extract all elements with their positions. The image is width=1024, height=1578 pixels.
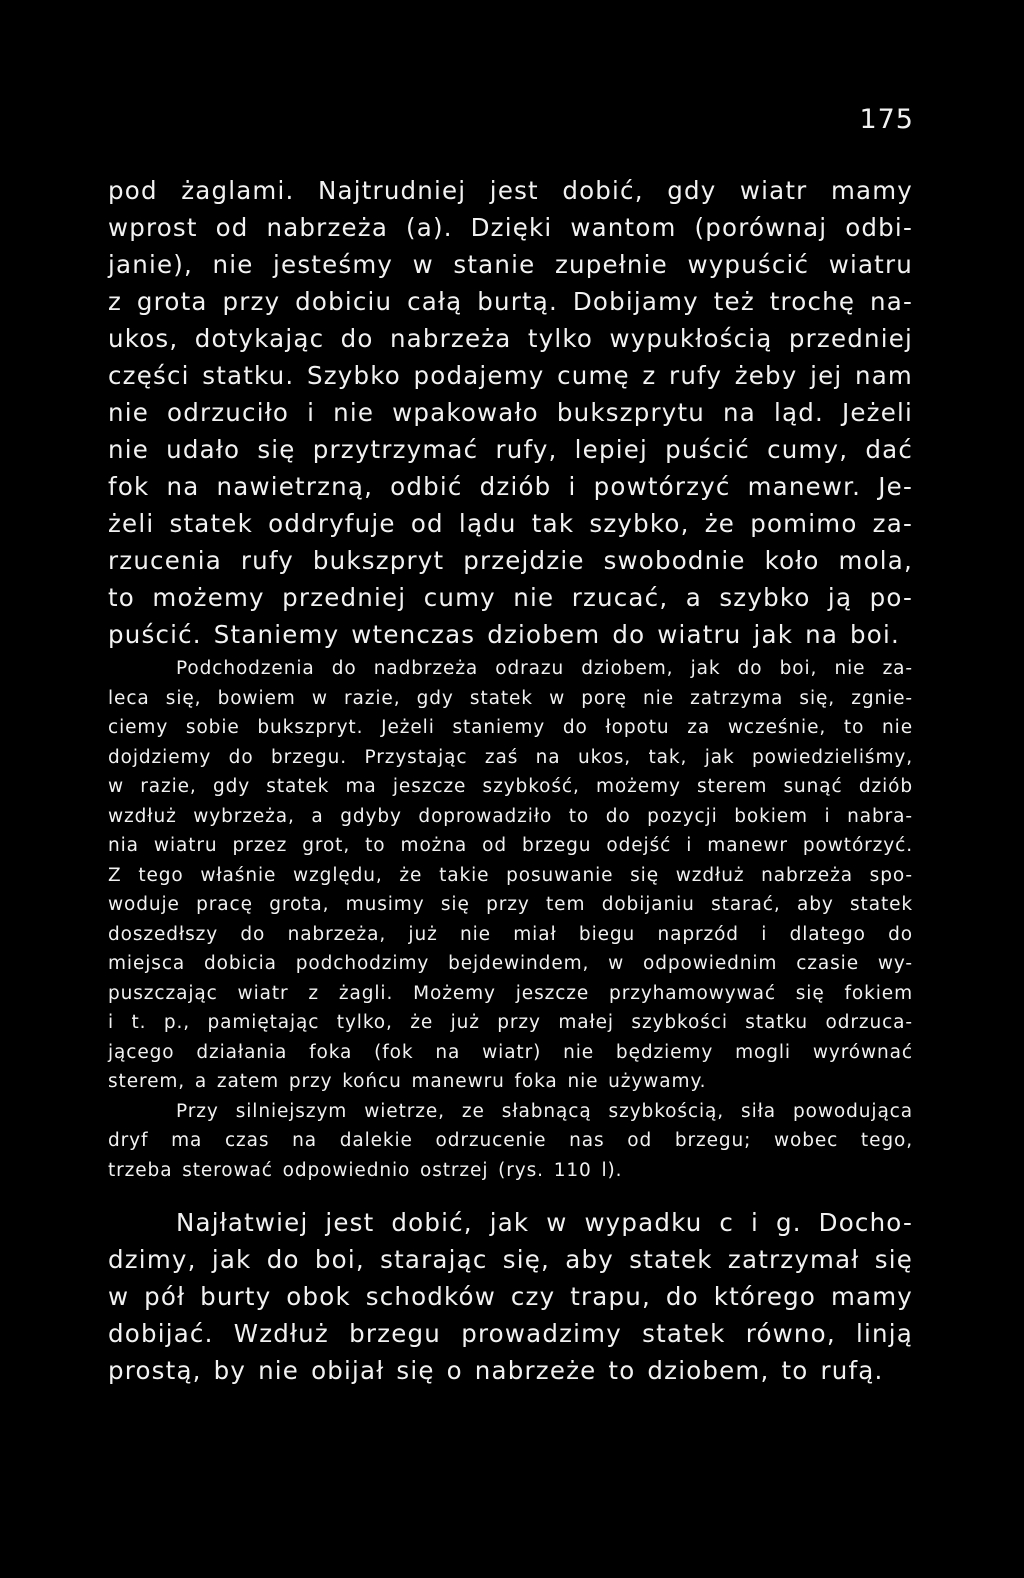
small-line-3: ciemy sobie bukszpryt. Jeżeli staniemy do łopotu za wcześnie, to nie: [108, 717, 913, 738]
closing-line-3: w pół burty obok schodków czy trapu, do którego mamy: [108, 1282, 913, 1311]
small-line-14: jącego działania foka (fok na wiatr) nie będziemy mogli wyrównać: [108, 1041, 913, 1063]
small-line-17: dryf ma czas na dalekie odrzucenie nas od brzegu; wobec tego,: [108, 1130, 913, 1151]
main-line-3: janie), nie jesteśmy w stanie zupełnie wypuścić wiatru: [108, 250, 913, 279]
closing-line-1: Najłatwiej jest dobić, jak w wypadku c i g. Docho-: [176, 1208, 913, 1237]
small-line-8: Z tego właśnie względu, że takie posuwanie się wzdłuż nabrzeża spo-: [108, 864, 913, 886]
small-line-9: woduje pracę grota, musimy się przy tem dobijaniu starać, aby statek: [108, 894, 913, 915]
main-line-6: części statku. Szybko podajemy cumę z rufy żeby jej nam: [108, 361, 913, 390]
small-line-11: miejsca dobicia podchodzimy bejdewindem, w odpowiednim czasie wy-: [108, 953, 913, 974]
closing-line-2: dzimy, jak do boi, starając się, aby statek zatrzymał się: [108, 1245, 913, 1274]
small-line-12: puszczając wiatr z żagli. Możemy jeszcze przyhamowywać się fokiem: [108, 982, 913, 1004]
small-line-6: wzdłuż wybrzeża, a gdyby doprowadziło to do pozycji bokiem i nabra-: [108, 805, 913, 827]
closing-line-4: dobijać. Wzdłuż brzegu prowadzimy statek równo, linją: [108, 1319, 913, 1348]
small-line-7: nia wiatru przez grot, to można od brzegu odejść i manewr powtórzyć.: [108, 835, 913, 856]
small-line-5: w razie, gdy statek ma jeszcze szybkość, możemy sterem sunąć dziób: [108, 776, 913, 797]
small-line-18: trzeba sterować odpowiednio ostrzej (rys. 110 l).: [108, 1159, 623, 1181]
closing-line-5: prostą, by nie obijał się o nabrzeże to dziobem, to rufą.: [108, 1356, 884, 1385]
small-line-1: Podchodzenia do nadbrzeża odrazu dziobem, jak do boi, nie za-: [176, 658, 913, 679]
main-line-7: nie odrzuciło i nie wpakowało bukszprytu na ląd. Jeżeli: [108, 398, 913, 427]
small-line-4: dojdziemy do brzegu. Przystając zaś na ukos, tak, jak powiedzieliśmy,: [108, 746, 913, 768]
small-line-15: sterem, a zatem przy końcu manewru foka nie używamy.: [108, 1071, 707, 1092]
small-line-10: doszedłszy do nabrzeża, już nie miał biegu naprzód i dlatego do: [108, 923, 913, 945]
main-line-1: pod żaglami. Najtrudniej jest dobić, gdy wiatr mamy: [108, 176, 913, 205]
main-line-8: nie udało się przytrzymać rufy, lepiej puścić cumy, dać: [108, 435, 913, 464]
main-line-4: z grota przy dobiciu całą burtą. Dobijamy też trochę na-: [108, 287, 913, 316]
main-line-12: to możemy przedniej cumy nie rzucać, a szybko ją po-: [108, 583, 913, 612]
small-line-16: Przy silniejszym wietrze, ze słabnącą szybkością, siła powodująca: [176, 1100, 913, 1122]
main-line-10: żeli statek oddryfuje od lądu tak szybko, że pomimo za-: [108, 509, 913, 538]
main-line-13: puścić. Staniemy wtenczas dziobem do wiatru jak na boi.: [108, 620, 900, 649]
small-line-13: i t. p., pamiętając tylko, że już przy małej szybkości statku odrzuca-: [108, 1012, 913, 1033]
small-line-2: leca się, bowiem w razie, gdy statek w porę nie zatrzyma się, zgnie-: [108, 687, 913, 709]
page-number: 175: [859, 104, 914, 135]
main-line-2: wprost od nabrzeża (a). Dzięki wantom (porównaj odbi-: [108, 213, 913, 242]
main-line-11: rzucenia rufy bukszpryt przejdzie swobodnie koło mola,: [108, 546, 913, 575]
main-line-5: ukos, dotykając do nabrzeża tylko wypukłością przedniej: [108, 324, 913, 353]
main-line-9: fok na nawietrzną, odbić dziób i powtórzyć manewr. Je-: [108, 472, 913, 501]
